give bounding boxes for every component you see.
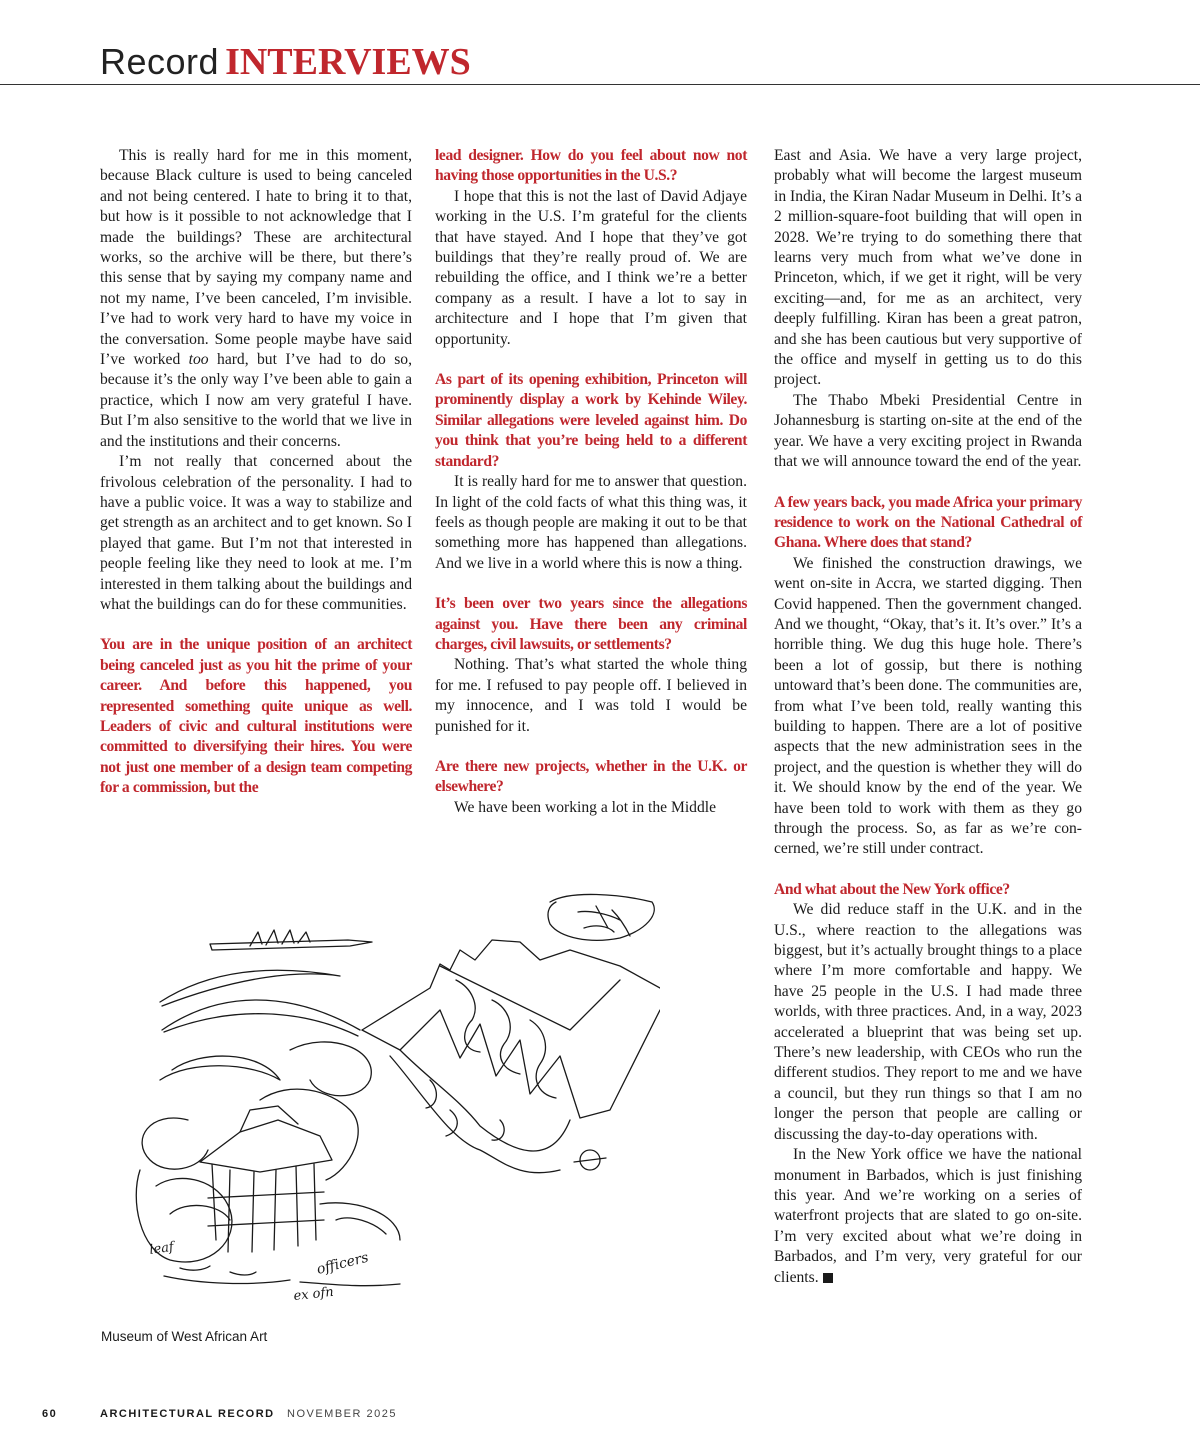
page-number: 60 [42, 1408, 58, 1420]
magazine-name: ARCHITECTURAL RECORD [100, 1408, 275, 1420]
answer: East and Asia. We have a very large project, probably what will become the largest museum in India, the Kiran Nadar Museum in Delhi. It’s a 2 million-square-foot building that will open in 2028. We’re trying to do something there that learns very much from what we’ve done in Princeton, which, if we get it right, will be very exciting—and, for me as an architect, very deeply fulfilling. Kiran has been a great patron, and she has been cautious but very supportive of the office and myself in getting us to do this project. [774, 147, 1082, 389]
answer: We have been working a lot in the Middle [454, 798, 717, 816]
emphasis: too [188, 351, 209, 369]
question: And what about the New York office? [774, 880, 1010, 898]
answer: The Thabo Mbeki Presidential Centre in Johannesburg is starting on-site at the end of the year. We have a very exciting project in Rwanda that we will announce toward the end of the year. [774, 391, 1082, 471]
architectural-sketch [100, 880, 660, 1320]
issue-date: NOVEMBER 2025 [287, 1408, 397, 1420]
question: You are in the unique position of an architect being canceled just as you hit the prime of your career. And before this happened, you represented something quite unique as well. Leaders of civic and cultural institutions were committed to diversifying their hires. You were not just one member of a design team competing for a commission, but the [100, 636, 412, 797]
sketch-signature [548, 894, 654, 940]
figure-caption: Museum of West African Art [101, 1329, 268, 1344]
answer: In the New York office we have the national monument in Barbados, which is just finishing this year. And we’re working on a series of waterfront projects that are slated to go on-site. I’m very excited about what we’re doing in Barbados, and I’m very, very grateful for our clients. [774, 1146, 1082, 1286]
header-rule [0, 84, 1200, 85]
question: As part of its opening exhibition, Princeton will prominently display a work by Kehinde Wiley. Similar allegations were leveled against him. Do you think that you’re being held to a different standard? [435, 371, 747, 470]
sketch-roof-elevation [160, 930, 372, 1036]
paragraph: This is really hard for me in this moment, because Black culture is used to being canceled and not being centered. I hate to bring it to that, but how is it possible to not acknowledge that I made the buildings? These are architectural works, so the archive will be there, but there’s this sense that by saying my company name and not my name, I’ve been canceled, I’m invisible. I’ve had to work very hard to have my voice in the conversation. Some people maybe have said I’ve worked too hard, but I’ve had to do so, because it’s the only way I’ve been able to gain a practice, which I now am very grateful I have. But I’m also sensitive to the world that we live in and the institutions and their concerns. [100, 147, 413, 450]
column-1 [100, 146, 412, 799]
question: It’s been over two years since the allegations against you. Have there been any criminal charges, civil lawsuits, or settlements? [435, 595, 747, 653]
paragraph: I’m not really that concerned about the frivolous celebration of the personality. I had to have a public voice. It was a way to stabilize and get strength as an architect and to get known. So I played that game. But I’m not that interested in people feeling like they need to look at me. I’m interested in them talking about the buildings and what the buildings can do for these communities. [100, 453, 412, 613]
answer: We did reduce staff in the U.K. and in the U.S., where reaction to the allegations was biggest, but it’s actually brought things to a place where I’m more comfortable and happy. We have 25 people in the U.S. I had made three worlds, with three practices. And, in a way, 2023 accelerated a blueprint that was being set up. There’s new leadership, with CEOs who run the different studios. They report to me and we have a council, but they run things so that I am no longer the person that people are calling or discussing the day-to-day operations with. [774, 901, 1082, 1143]
question: A few years back, you made Africa your primary residence to work on the National Cathedral of Ghana. Where does that stand? [774, 493, 1082, 552]
answer: I hope that this is not the last of David Adjaye working in the U.S. I’m grateful for the clients that have stayed. And I hope that they’ve got buildings that they’re really proud of. We are rebuilding the office, and I think we’re a better company as a result. I have a lot to say in architecture and I hope that I’m given that opportunity. [435, 187, 747, 348]
question: lead designer. How do you feel about now not having those opportunities in the U.S.? [435, 147, 747, 185]
column-2 [435, 146, 747, 818]
sketch-note: officers [315, 1249, 371, 1278]
question: Are there new projects, whether in the U.K. or elsewhere? [435, 757, 747, 796]
sketch-museum-building [362, 940, 660, 1173]
answer: It is really hard for me to answer that question. In light of the cold facts of what this thing was, it feels as though people are making it out to be that something more has happened than allegations. And we live in a world where this is now a thing. [435, 473, 747, 572]
answer: Nothing. That’s what started the whole thing for me. I refused to pay people off. I believed in my innocence, and I was told I would be punished for it. [435, 656, 747, 735]
end-square-icon [823, 1273, 833, 1283]
section-title: INTERVIEWS [225, 41, 471, 83]
section-header [100, 40, 471, 86]
section-label: Record [100, 41, 220, 82]
answer: We finished the construction drawings, we went on-site in Accra, we started digging. Then Covid happened. Then the government changed. And we thought, “Okay, that’s it. It’s over.” It’s a horrible thing. We dug this huge hole. There’s been a lot of gossip, but there is nothing untoward that’s been done. The communities are, from what I’ve been told, really wanting this building to happen. There are a lot of positive aspects that the new administration sees in the project, and the question is whether they will do it. We should know by the end of the year. We have been told to work with them as they go through the process. So, as far as we’re concerned, we’re still under contract. [774, 554, 1082, 858]
sketch-pavilion [136, 1042, 400, 1286]
sketch-note: ex ofn [292, 1284, 335, 1304]
column-3 [774, 146, 1082, 1288]
page-footer [0, 1408, 1200, 1424]
sketch-note: leaf [148, 1239, 175, 1258]
